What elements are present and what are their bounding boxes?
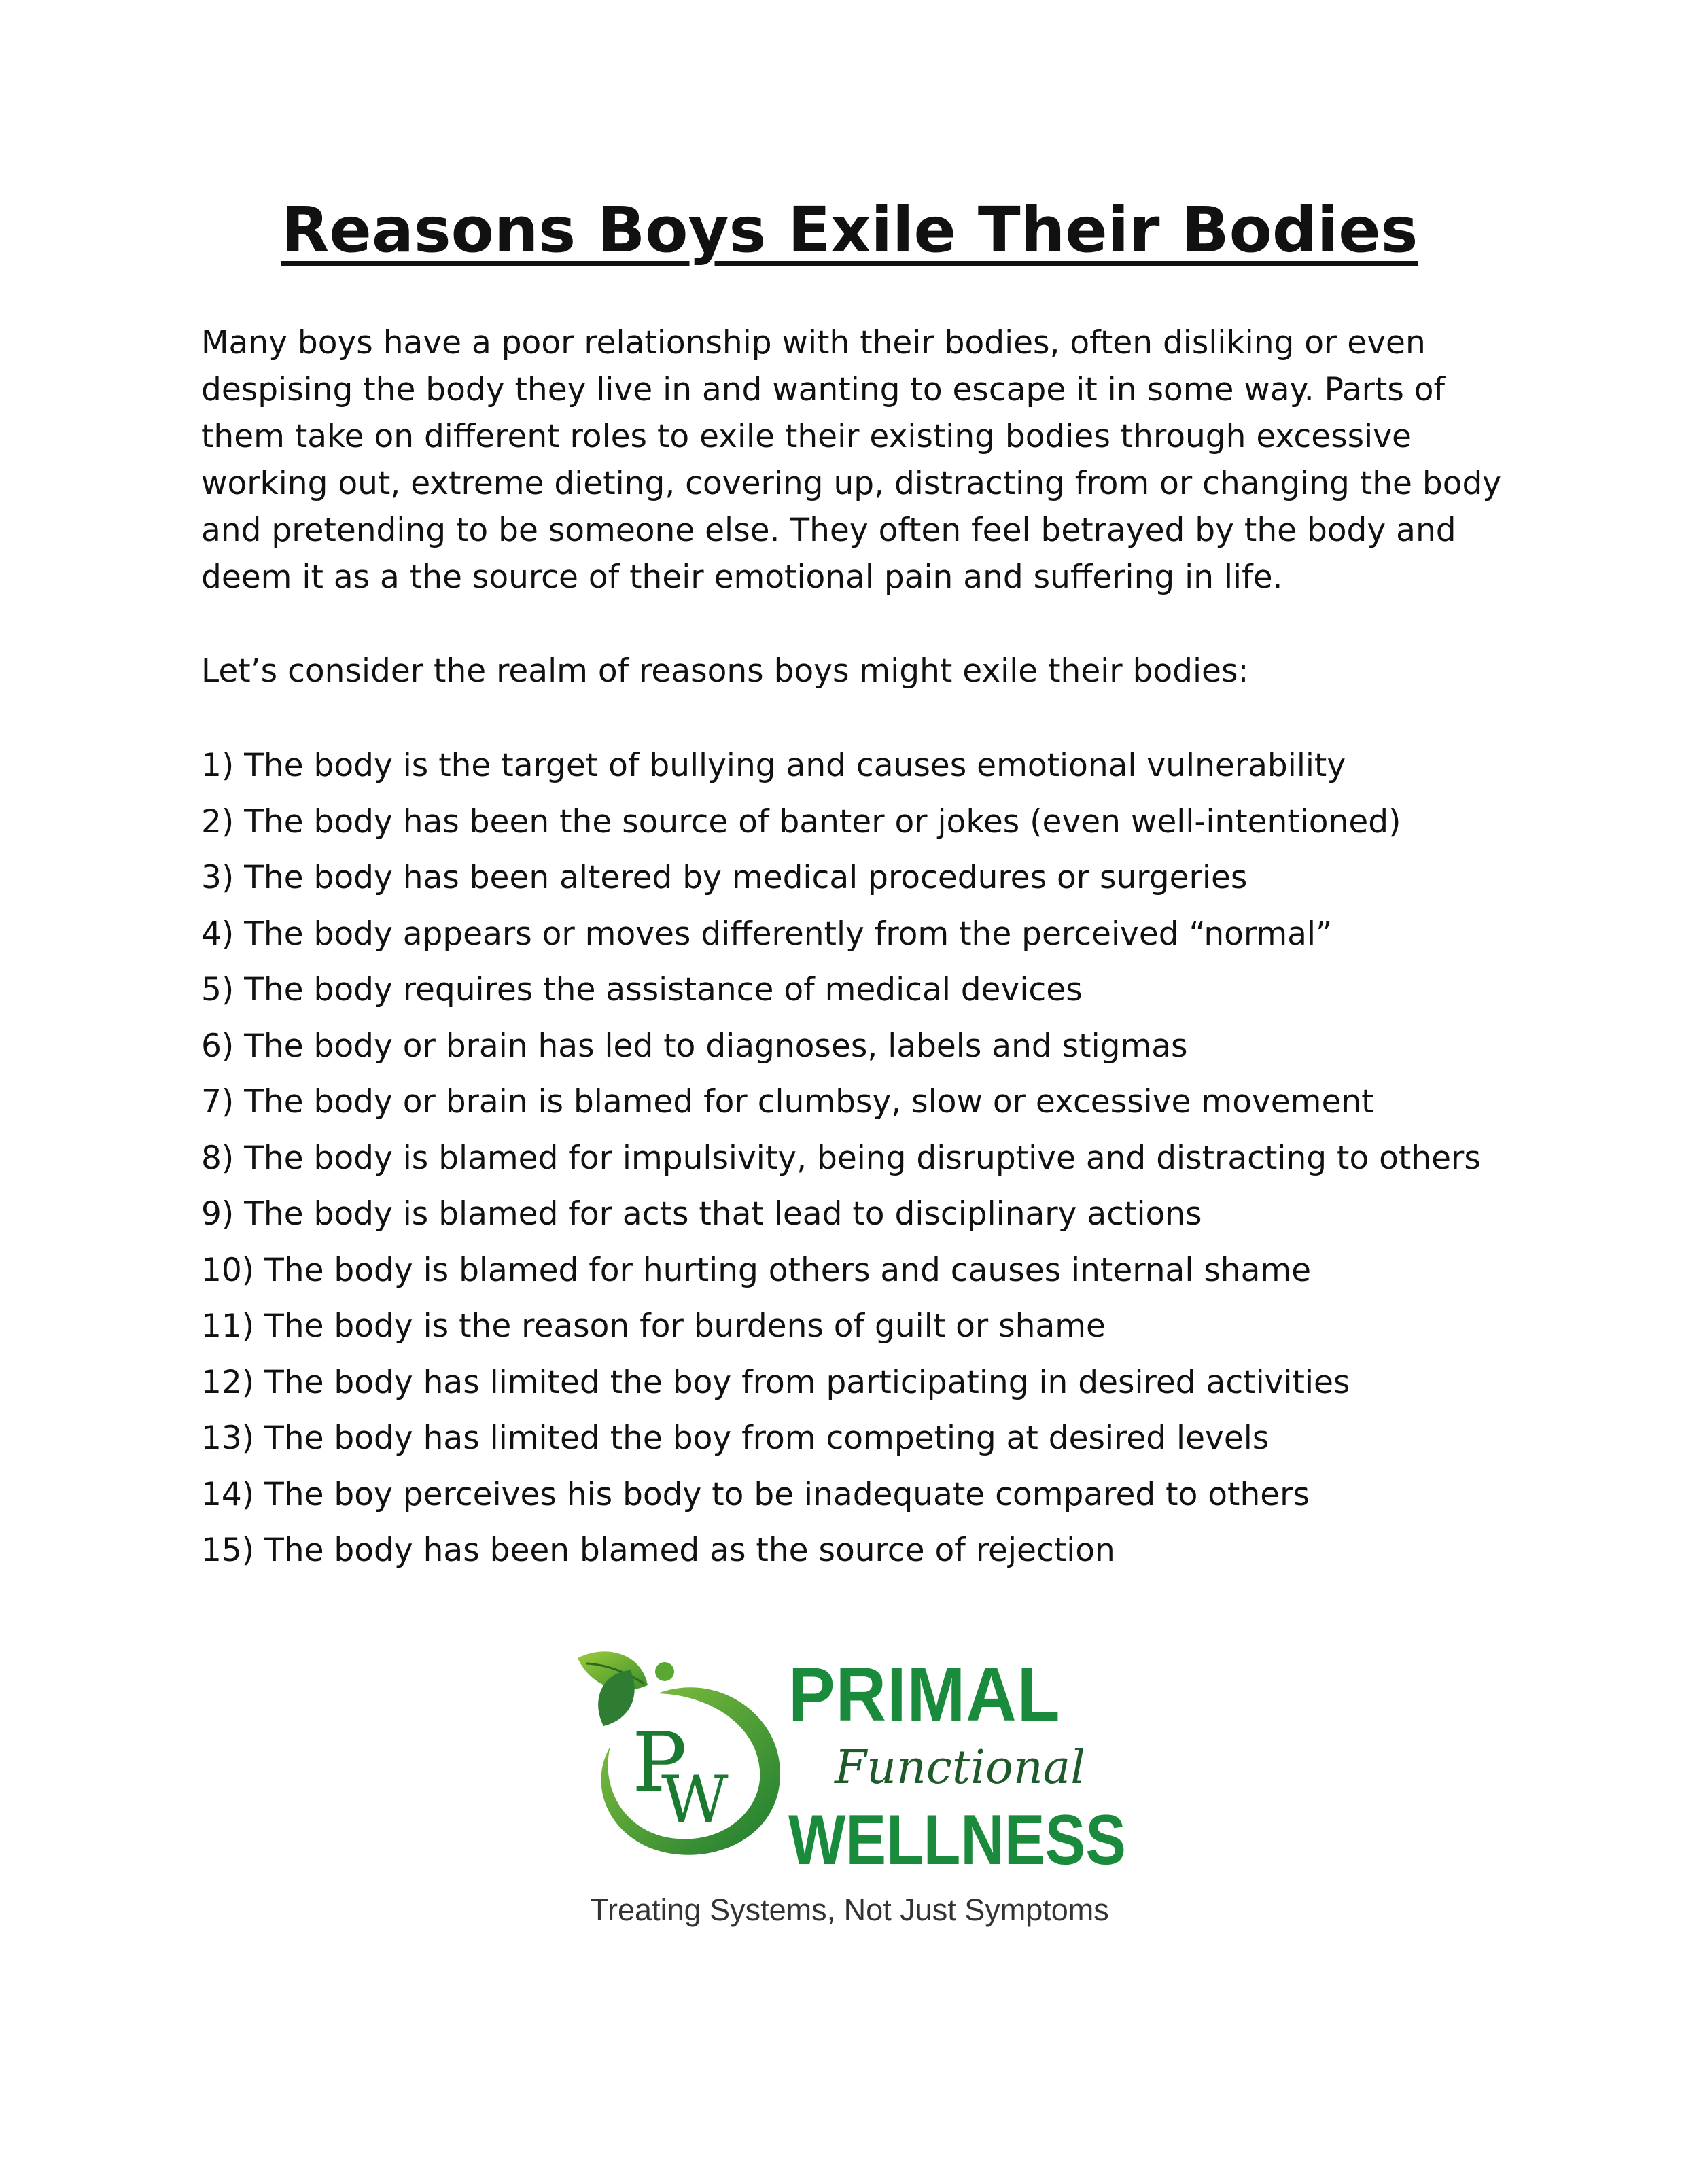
reason-item: 7) The body or brain is blamed for clumbsy, slow or excessive movement xyxy=(201,1083,1374,1121)
reason-item: 10) The body is blamed for hurting others and causes internal shame xyxy=(201,1251,1312,1289)
page-title: Reasons Boys Exile Their Bodies xyxy=(281,194,1418,266)
reason-item: 11) The body is the reason for burdens of guilt or shame xyxy=(201,1307,1106,1345)
reason-item: 2) The body has been the source of banter or jokes (even well-intentioned) xyxy=(201,803,1401,841)
reason-item: 1) The body is the target of bullying and causes emotional vulnerability xyxy=(201,747,1346,784)
reason-item: 9) The body is blamed for acts that lead to disciplinary actions xyxy=(201,1195,1202,1233)
reason-item: 13) The body has limited the boy from competing at desired levels xyxy=(201,1420,1269,1457)
reason-item: 15) The body has been blamed as the source of rejection xyxy=(201,1532,1115,1569)
monogram-w: W xyxy=(661,1762,729,1838)
logo-word-wellness: WELLNESS xyxy=(788,1801,1126,1880)
pw-leaf-logo-icon xyxy=(576,1644,794,1869)
reason-item: 14) The boy perceives his body to be inadequate compared to others xyxy=(201,1475,1310,1513)
list-lead-in: Let’s consider the realm of reasons boys might exile their bodies: xyxy=(201,652,1249,690)
reason-item: 3) The body has been altered by medical procedures or surgeries xyxy=(201,859,1248,896)
logo-word-primal: PRIMAL xyxy=(788,1652,1061,1737)
reason-item: 5) The body requires the assistance of medical devices xyxy=(201,971,1083,1008)
reason-item: 6) The body or brain has led to diagnoses, labels and stigmas xyxy=(201,1027,1188,1065)
intro-paragraph: Many boys have a poor relationship with their bodies, often disliking or even despising the body they live in and wanting to escape it in some way. Parts of them take on different roles to exile their existing bodies through excessive working out, extreme dieting, covering up, distracting from or changing the body and pretending to be someone else. They often feel betrayed by the body and deem it as a the source of their emotional pain and suffering in life. xyxy=(201,324,1502,596)
reason-item: 12) The body has limited the boy from participating in desired activities xyxy=(201,1363,1350,1401)
reason-item: 4) The body appears or moves differently from the perceived “normal” xyxy=(201,915,1333,953)
monogram-p: P xyxy=(632,1716,687,1810)
logo-word-functional: Functional xyxy=(835,1741,1085,1795)
reason-item: 8) The body is blamed for impulsivity, being disruptive and distracting to others xyxy=(201,1139,1481,1177)
article-body xyxy=(201,319,1520,1579)
reasons-list xyxy=(201,738,1520,1579)
logo-tagline: Treating Systems, Not Just Symptoms xyxy=(590,1892,1109,1927)
